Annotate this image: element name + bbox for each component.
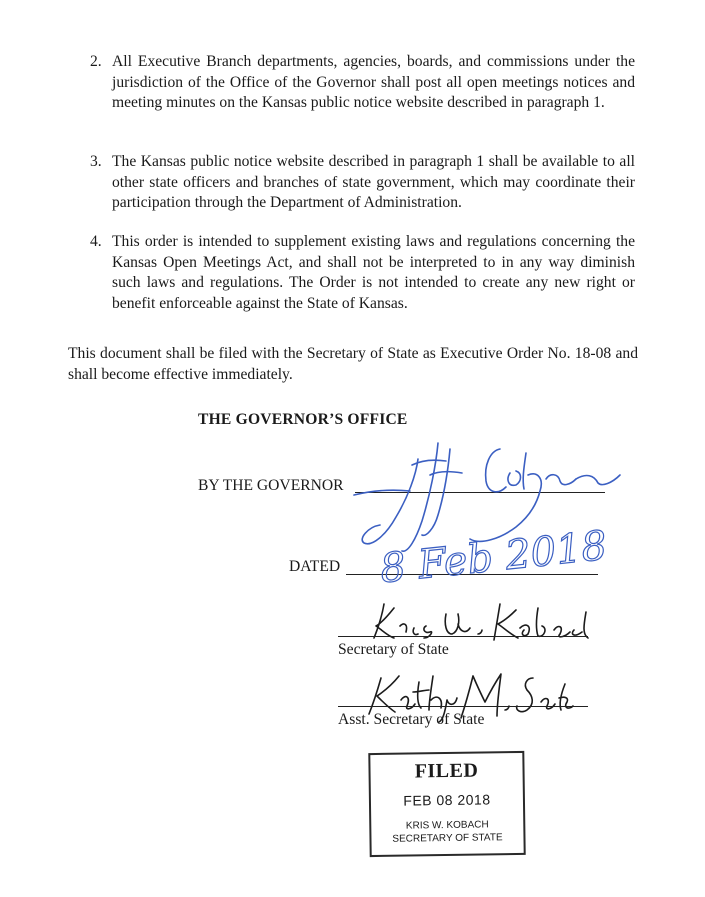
paragraph-number: 2. bbox=[90, 53, 102, 70]
by-governor-label: BY THE GOVERNOR bbox=[198, 477, 344, 494]
secretary-role: Secretary of State bbox=[338, 641, 449, 658]
secretary-line bbox=[338, 636, 588, 637]
asst-secretary-line bbox=[338, 706, 588, 707]
paragraph-number: 3. bbox=[90, 153, 102, 170]
closing-paragraph: This document shall be filed with the Secretary of State as Executive Order No. 18-08 and shall become effective immediately. bbox=[68, 345, 638, 383]
paragraph-number: 4. bbox=[90, 233, 102, 250]
stamp-title: FILED bbox=[414, 759, 479, 783]
office-heading: THE GOVERNOR’S OFFICE bbox=[198, 411, 408, 428]
stamp-date: FEB 08 2018 bbox=[403, 791, 491, 809]
asst-secretary-role: Asst. Secretary of State bbox=[338, 711, 485, 728]
filed-stamp bbox=[368, 751, 525, 857]
paragraph-text: All Executive Branch departments, agencies, boards, and commissions under the jurisdiction of the Office of the Governor shall post all open meetings notices and meeting minutes on the Kansas public notice website described in paragraph 1. bbox=[112, 53, 635, 111]
paragraph-text: The Kansas public notice website described in paragraph 1 shall be available to all other state officers and branches of state government, which may coordinate their participation through the Department of Administration. bbox=[112, 153, 635, 211]
secretary-signature bbox=[350, 598, 590, 646]
handwritten-date-text: 8 Feb 2018 bbox=[378, 522, 610, 593]
stamp-officer-name: KRIS W. KOBACH bbox=[405, 819, 489, 832]
dated-label: DATED bbox=[289, 558, 341, 575]
stamp-officer-role: SECRETARY OF STATE bbox=[392, 832, 503, 845]
handwritten-date bbox=[360, 520, 610, 592]
paragraph-text: This order is intended to supplement existing laws and regulations concerning the Kansas Open Meetings Act, and shall not be interpreted to in any way diminish such laws and regulations. The Order is not intended to create any new right or benefit enforceable against the State of Kansas. bbox=[112, 233, 635, 312]
